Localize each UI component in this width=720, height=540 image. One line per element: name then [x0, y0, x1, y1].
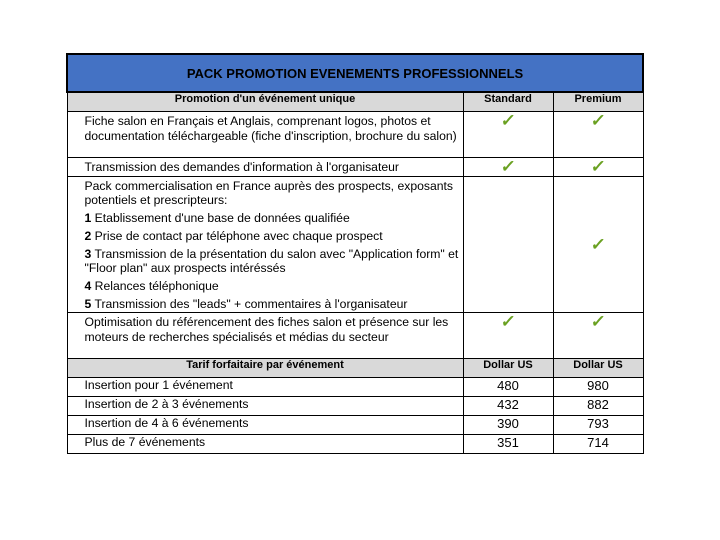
standard-check-cell [463, 158, 553, 177]
standard-price: 480 [463, 378, 553, 397]
feature-step: 3 Transmission de la présentation du salon avec "Application form" et "Floor plan" aux prospects intéréssés [84, 247, 459, 275]
check-icon: ✓ [499, 157, 517, 176]
feature-intro: Pack commercialisation en France auprès des prospects, exposants potentiels et prescripteurs: [84, 179, 454, 207]
check-icon: ✓ [589, 157, 607, 176]
feature-step: 1 Etablissement d'une base de données qualifiée [84, 211, 350, 225]
feature-step: 5 Transmission des "leads" + commentaires à l'organisateur [84, 297, 408, 311]
premium-price: 980 [553, 378, 643, 397]
feature-row [67, 177, 643, 313]
table-title: PACK PROMOTION EVENEMENTS PROFESSIONNELS [67, 54, 643, 92]
prices-header-row [67, 359, 643, 378]
premium-price: 793 [553, 416, 643, 435]
standard-price: 432 [463, 397, 553, 416]
check-icon: ✓ [589, 234, 607, 254]
premium-currency-header: Dollar US [553, 359, 643, 378]
feature-row [67, 112, 643, 158]
price-label: Insertion de 4 à 6 événements [67, 416, 463, 435]
check-icon: ✓ [499, 111, 517, 130]
premium-price: 714 [553, 435, 643, 454]
premium-check-cell [553, 158, 643, 177]
standard-price: 390 [463, 416, 553, 435]
price-label: Plus de 7 événements [67, 435, 463, 454]
feature-row [67, 313, 643, 359]
standard-check-cell [463, 313, 553, 359]
price-label: Insertion de 2 à 3 événements [67, 397, 463, 416]
feature-text: Transmission des demandes d'information à l'organisateur [67, 158, 463, 177]
feature-text: Fiche salon en Français et Anglais, comprenant logos, photos et documentation téléchargeable (fiche d'inscription, brochure du salon) [67, 112, 463, 158]
feature-step: 2 Prise de contact par téléphone avec chaque prospect [84, 229, 383, 243]
feature-row [67, 158, 643, 177]
standard-currency-header: Dollar US [463, 359, 553, 378]
premium-price: 882 [553, 397, 643, 416]
feature-text: Optimisation du référencement des fiches salon et présence sur les moteurs de recherches spécialisés et médias du secteur [67, 313, 463, 359]
prices-header-label: Tarif forfaitaire par événement [67, 359, 463, 378]
check-icon: ✓ [589, 111, 607, 130]
check-icon: ✓ [589, 312, 607, 331]
price-label: Insertion pour 1 événement [67, 378, 463, 397]
features-header-row [67, 92, 643, 112]
price-row [67, 435, 643, 454]
standard-check-cell [463, 177, 553, 313]
pricing-table [66, 53, 644, 454]
standard-check-cell [463, 112, 553, 158]
price-row [67, 416, 643, 435]
standard-column-header: Standard [463, 92, 553, 112]
price-row [67, 397, 643, 416]
feature-step: 4 Relances téléphonique [84, 279, 219, 293]
premium-check-cell [553, 112, 643, 158]
price-row [67, 378, 643, 397]
features-header-label: Promotion d'un événement unique [67, 92, 463, 112]
standard-price: 351 [463, 435, 553, 454]
premium-column-header: Premium [553, 92, 643, 112]
premium-check-cell [553, 313, 643, 359]
feature-text [67, 177, 463, 313]
premium-check-cell [553, 177, 643, 313]
check-icon: ✓ [499, 312, 517, 331]
